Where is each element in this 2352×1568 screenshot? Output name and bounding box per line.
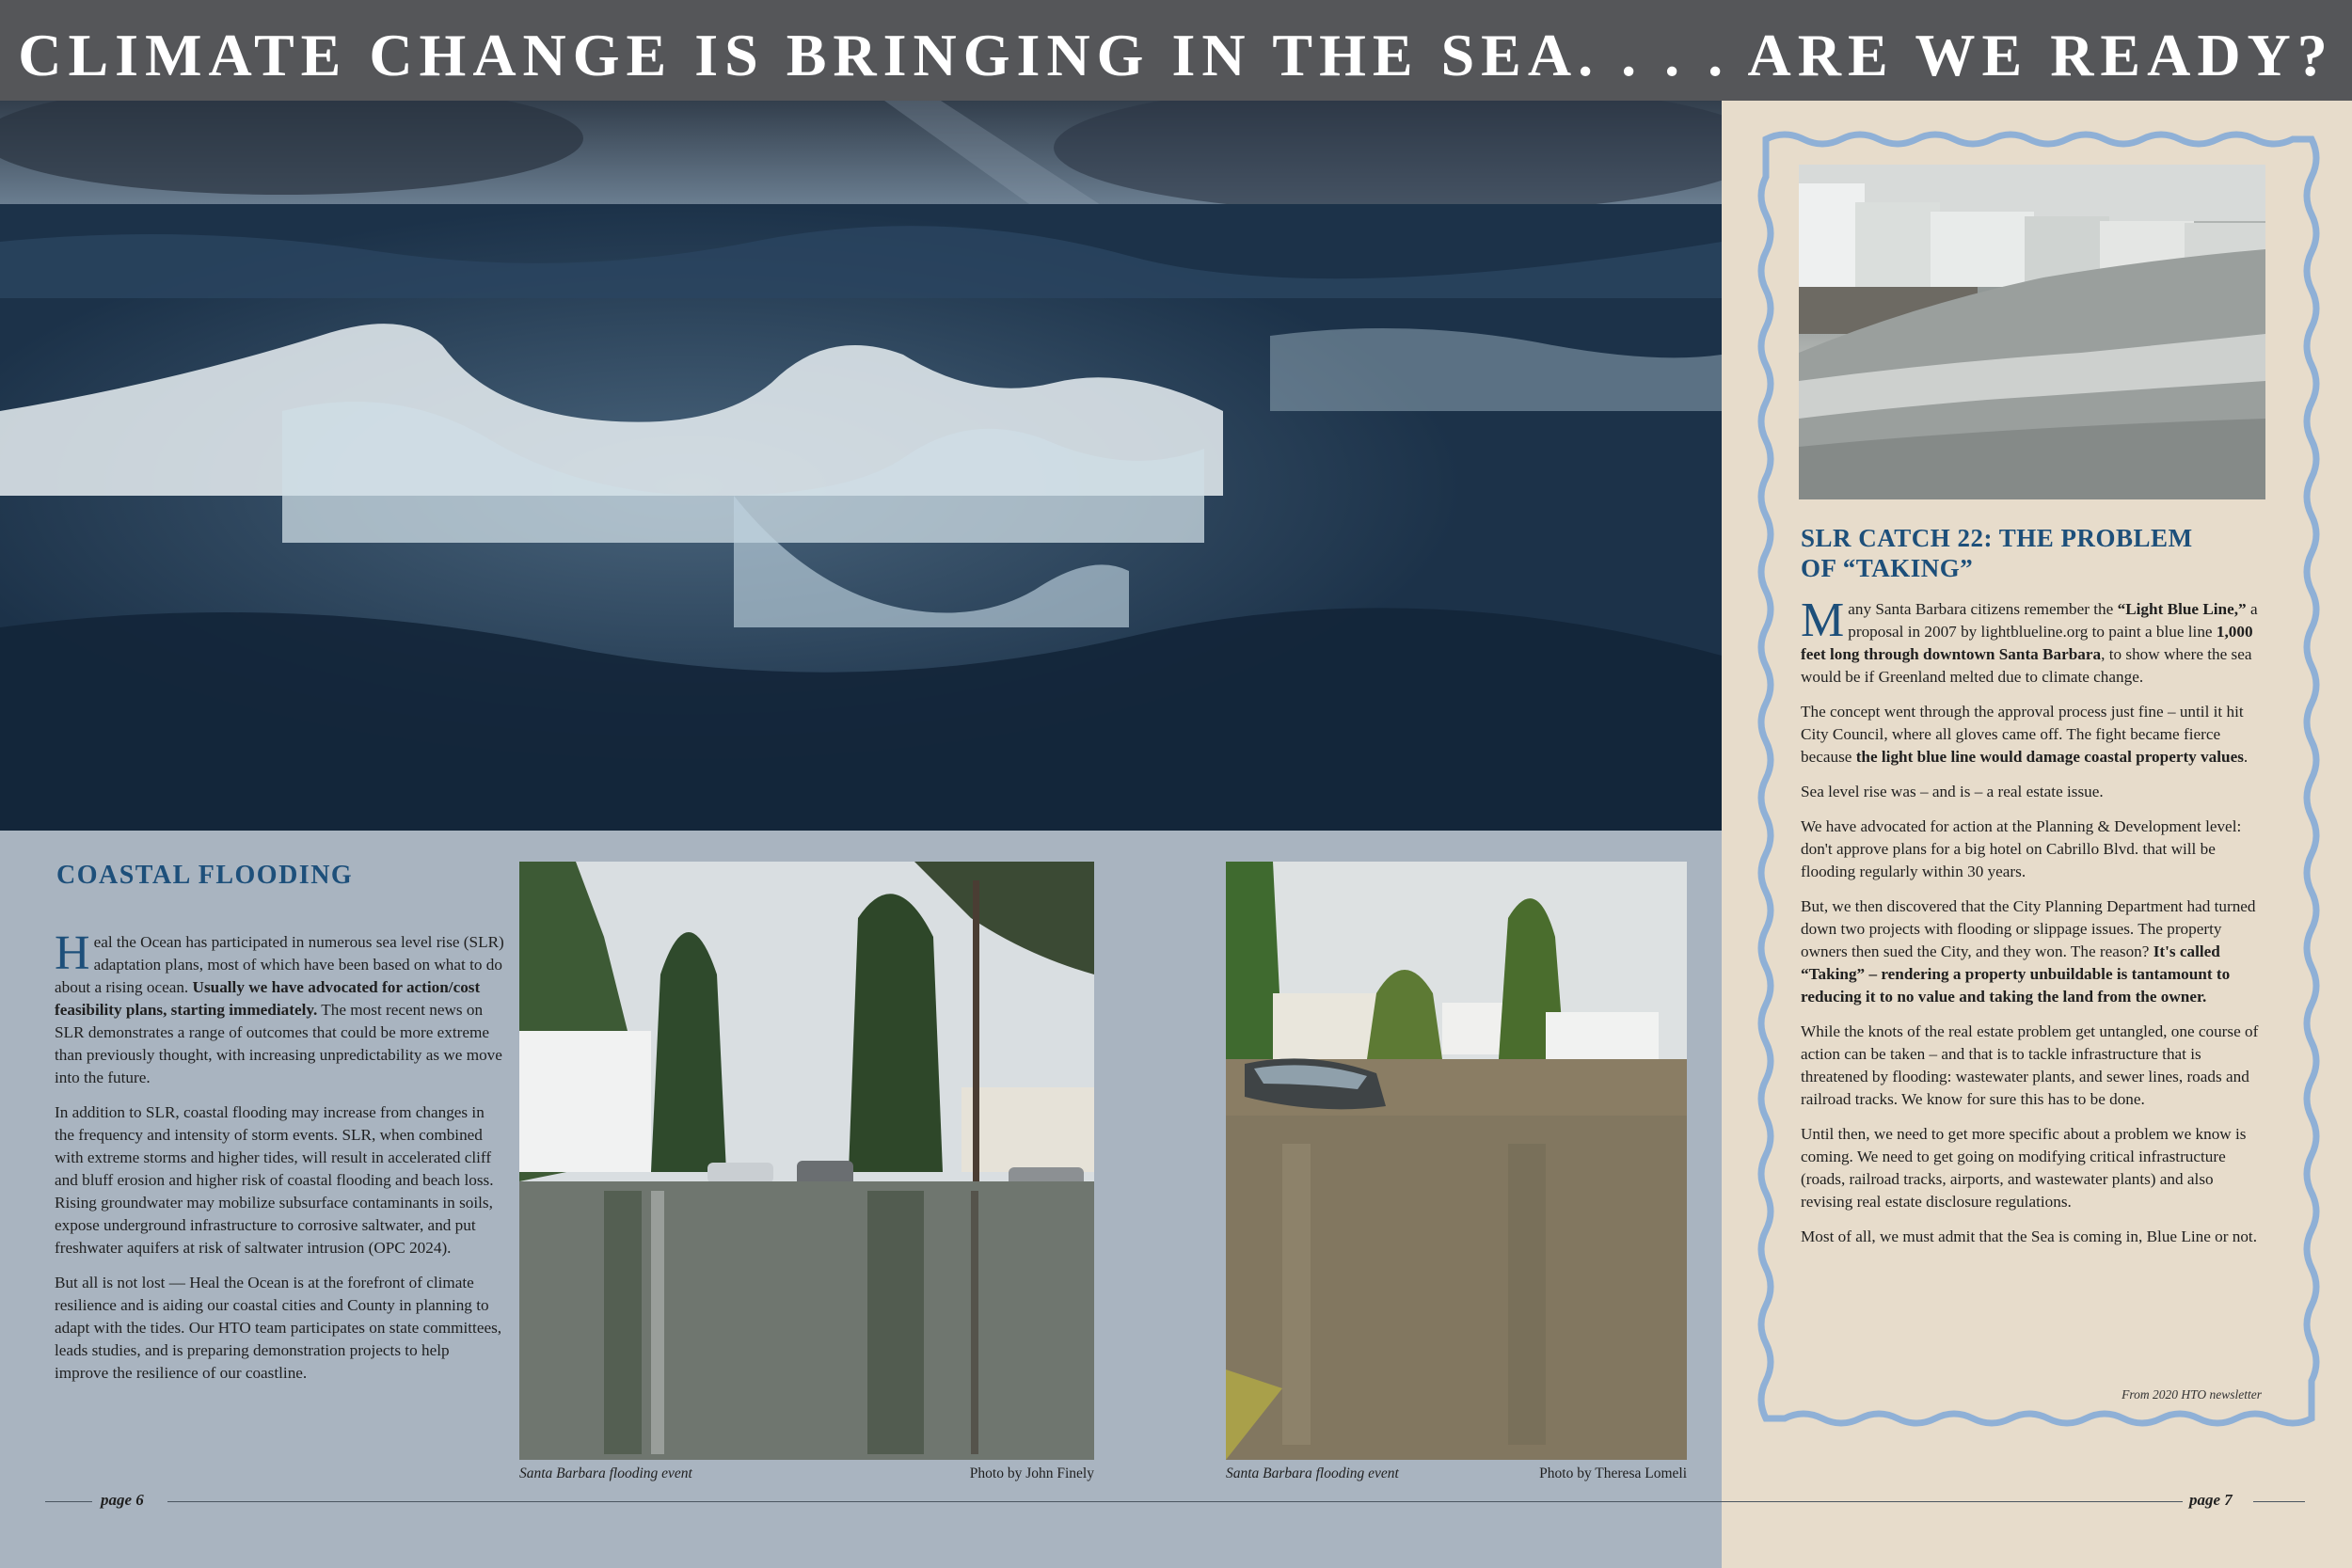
left-paragraph-3: But all is not lost — Heal the Ocean is at the forefront of climate resilience and is aiding our coastal cities and County in planning to adapt with the tides. Our HTO team participates on state committees, leads studies, and is preparing demonstration projects to help improve the resilience of our coastline. (55, 1274, 502, 1382)
flooded-street-photo-2 (1226, 862, 1687, 1460)
sidebar-footnote: From 2020 HTO newsletter (2122, 1387, 2262, 1402)
coastal-houses-illustration (1799, 165, 2265, 499)
sidebar-paragraph-6: While the knots of the real estate problem get untangled, one course of action can be taken – and that is to tackle infrastructure that is threatened by flooding: wastewater plants, and sewer lines, roads and railroad tracks. We know for sure this has to be done. (1801, 1022, 2259, 1108)
page-number-right: page 7 (2189, 1491, 2233, 1509)
bold-text: It's called “Taking” – rendering a property unbuildable is tantamount to reducing it to no value and taking the land from the owner. (1801, 942, 2231, 1006)
left-body (55, 927, 504, 1397)
page-number-left: page 6 (101, 1491, 144, 1509)
flooded-street-illustration-1 (519, 862, 1094, 1460)
text: eal the Ocean has participated in numerous sea level rise (SLR) adaptation plans, most of which have been based on what to do about a rising ocean. (55, 933, 504, 996)
sidebar-paragraph-4: We have advocated for action at the Planning & Development level: don't approve plans for a big hotel on Cabrillo Blvd. that will be flooding regularly within 30 years. (1801, 817, 2242, 880)
photo-1-caption: Santa Barbara flooding event (519, 1465, 692, 1481)
bold-text: “Light Blue Line,” (2117, 600, 2247, 618)
flooded-street-photo-1 (519, 862, 1094, 1460)
photo-2-credit: Photo by Theresa Lomeli (1539, 1465, 1687, 1481)
sidebar-paragraph-1 (1801, 594, 2262, 689)
sidebar-paragraph-5 (1801, 895, 2262, 1008)
left-paragraph-2: In addition to SLR, coastal flooding may increase from changes in the frequency and intensity of storm events. SLR, when combined with extreme storms and higher tides, will result in accelerated cliff and bluff erosion and higher risk of coastal flooding and beach loss. Rising groundwater may mobilize subsurface contaminants in soils, expose underground infrastructure to corrosive saltwater, and put freshwater aquifers at risk of saltwater intrusion (OPC 2024). (55, 1103, 494, 1257)
sidebar-title-line-1: SLR CATCH 22: THE PROBLEM (1801, 524, 2193, 552)
sidebar-title-line-2: OF “TAKING” (1801, 554, 1974, 582)
hero-ocean-image (0, 101, 1722, 831)
photo-2-caption: Santa Barbara flooding event (1226, 1465, 1399, 1481)
sidebar-body (1801, 594, 2262, 1260)
dropcap-m: M (1801, 594, 1845, 647)
flooded-street-illustration-2 (1226, 862, 1687, 1460)
sidebar-paragraph-3: Sea level rise was – and is – a real estate issue. (1801, 783, 2104, 800)
coastal-houses-flood-photo (1799, 165, 2265, 499)
left-paragraph-1 (55, 927, 504, 1089)
dropcap-h: H (55, 927, 90, 980)
bold-text: the light blue line would damage coastal property values (1855, 748, 2244, 766)
text: But, we then discovered that the City Planning Department had turned down two projects with flooding or slippage issues. The property owners then sued the City, and they won. The reason? (1801, 897, 2256, 960)
section-title: COASTAL FLOODING (56, 861, 354, 890)
sidebar-title (1801, 523, 2262, 583)
page-headline: CLIMATE CHANGE IS BRINGING IN THE SEA. . . . ARE WE READY? (18, 22, 2334, 88)
page-7-rule-right (2253, 1501, 2305, 1502)
text: . (2243, 748, 2249, 766)
header-bar (0, 0, 2352, 101)
bold-text: Usually we have advocated for action/cost feasibility plans, starting immediately. (55, 978, 481, 1019)
text: any Santa Barbara citizens remember the (1848, 600, 2118, 618)
sidebar-paragraph-8: Most of all, we must admit that the Sea is coming in, Blue Line or not. (1801, 1227, 2258, 1245)
text: a proposal in 2007 by lightblueline.org to paint a blue line (1848, 600, 2258, 641)
text: The concept went through the approval process just fine – until it hit City Council, where all gloves came off. The fight became fierce because (1801, 703, 2244, 766)
text: The most recent news on SLR demonstrates a range of outcomes that could be more extreme than previously thought, with increasing unpredictability as we move into the future. (55, 1001, 502, 1086)
sidebar-paragraph-2 (1801, 701, 2262, 768)
page-7-rule-left (1132, 1501, 2183, 1502)
text: , to show where the sea would be if Greenland melted due to climate change. (1801, 645, 2252, 686)
sidebar-paragraph-7: Until then, we need to get more specific about a problem we know is coming. We need to get going on modifying critical infrastructure (roads, railroad tracks, airports, and wastewater plants) and also revising real estate disclosure regulations. (1801, 1125, 2247, 1211)
page-6-rule-right (167, 1501, 1132, 1502)
page-6-rule-left (45, 1501, 92, 1502)
photo-1-credit: Photo by John Finely (969, 1465, 1094, 1481)
bold-text: 1,000 feet long through downtown Santa Barbara (1801, 623, 2253, 663)
ocean-wave-illustration (0, 101, 1722, 831)
